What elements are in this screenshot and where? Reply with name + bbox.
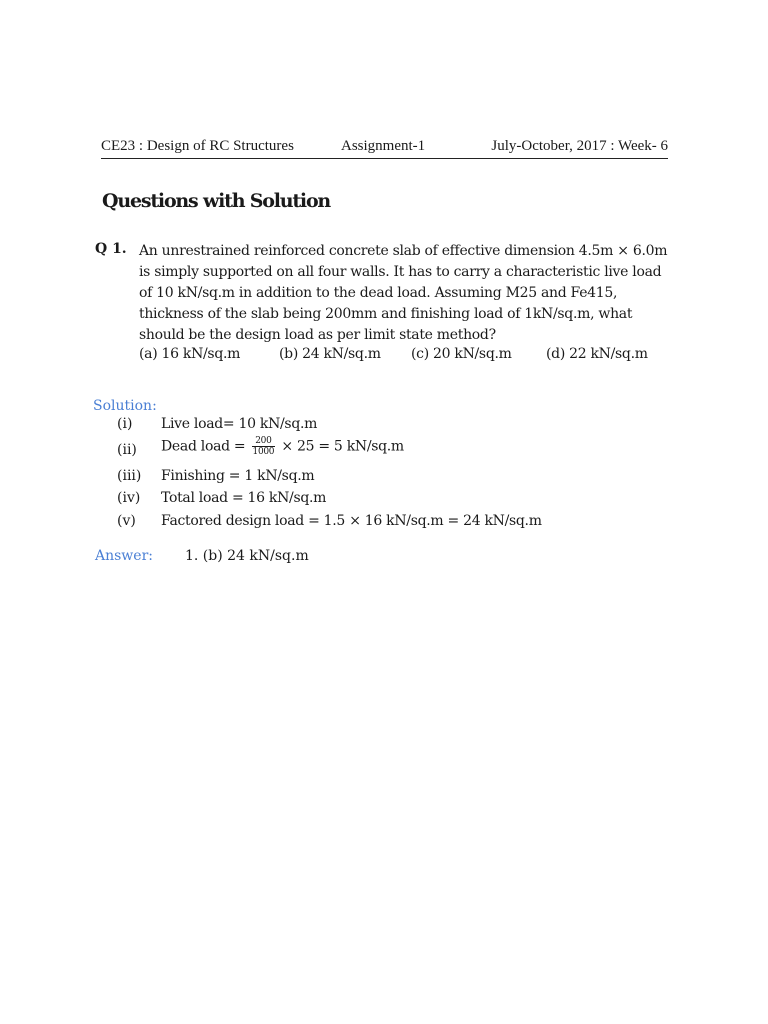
step-number: (iv) [117,490,141,506]
answer-label: Answer: [95,548,153,564]
question-number: Q 1. [95,241,127,257]
step-number: (iii) [117,468,142,484]
option-c: (c) 20 kN/sq.m [411,346,512,362]
fraction [252,436,276,457]
step-text-dead-load [161,436,404,457]
question-text: An unrestrained reinforced concrete slab of effective dimension 4.5m × 6.0m is simply supported on all four walls. It has to carry a characteristic live load of 10 kN/sq.m in addition to the dead load. Assuming M25 and Fe415, thickness of the slab being 200mm and finishing load of 1kN/sq.m, what should be the design load as per limit state method? [139,243,668,343]
fraction-denominator: 1000 [252,447,275,457]
dead-load-suffix: × 25 = 5 kN/sq.m [281,438,404,455]
header-assignment: Assignment-1 [341,138,426,154]
option-b: (b) 24 kN/sq.m [279,346,381,362]
header-course: CE23 : Design of RC Structures [101,138,294,154]
step-number: (v) [117,513,136,529]
fraction-numerator: 200 [252,436,276,447]
option-d: (d) 22 kN/sq.m [546,346,648,362]
page-title: Questions with Solution [102,190,331,212]
header-period: July-October, 2017 : Week- 6 [491,138,668,154]
answer-text: 1. (b) 24 kN/sq.m [185,548,309,564]
step-number: (i) [117,416,133,432]
page-header [101,138,668,159]
step-text: Factored design load = 1.5 × 16 kN/sq.m = 24 kN/sq.m [161,513,542,529]
solution-label: Solution: [93,398,157,414]
step-text: Live load= 10 kN/sq.m [161,416,318,432]
step-text: Finishing = 1 kN/sq.m [161,468,315,484]
step-number: (ii) [117,442,137,458]
option-a: (a) 16 kN/sq.m [139,346,241,362]
step-text: Total load = 16 kN/sq.m [161,490,327,506]
dead-load-prefix: Dead load = [161,438,246,455]
